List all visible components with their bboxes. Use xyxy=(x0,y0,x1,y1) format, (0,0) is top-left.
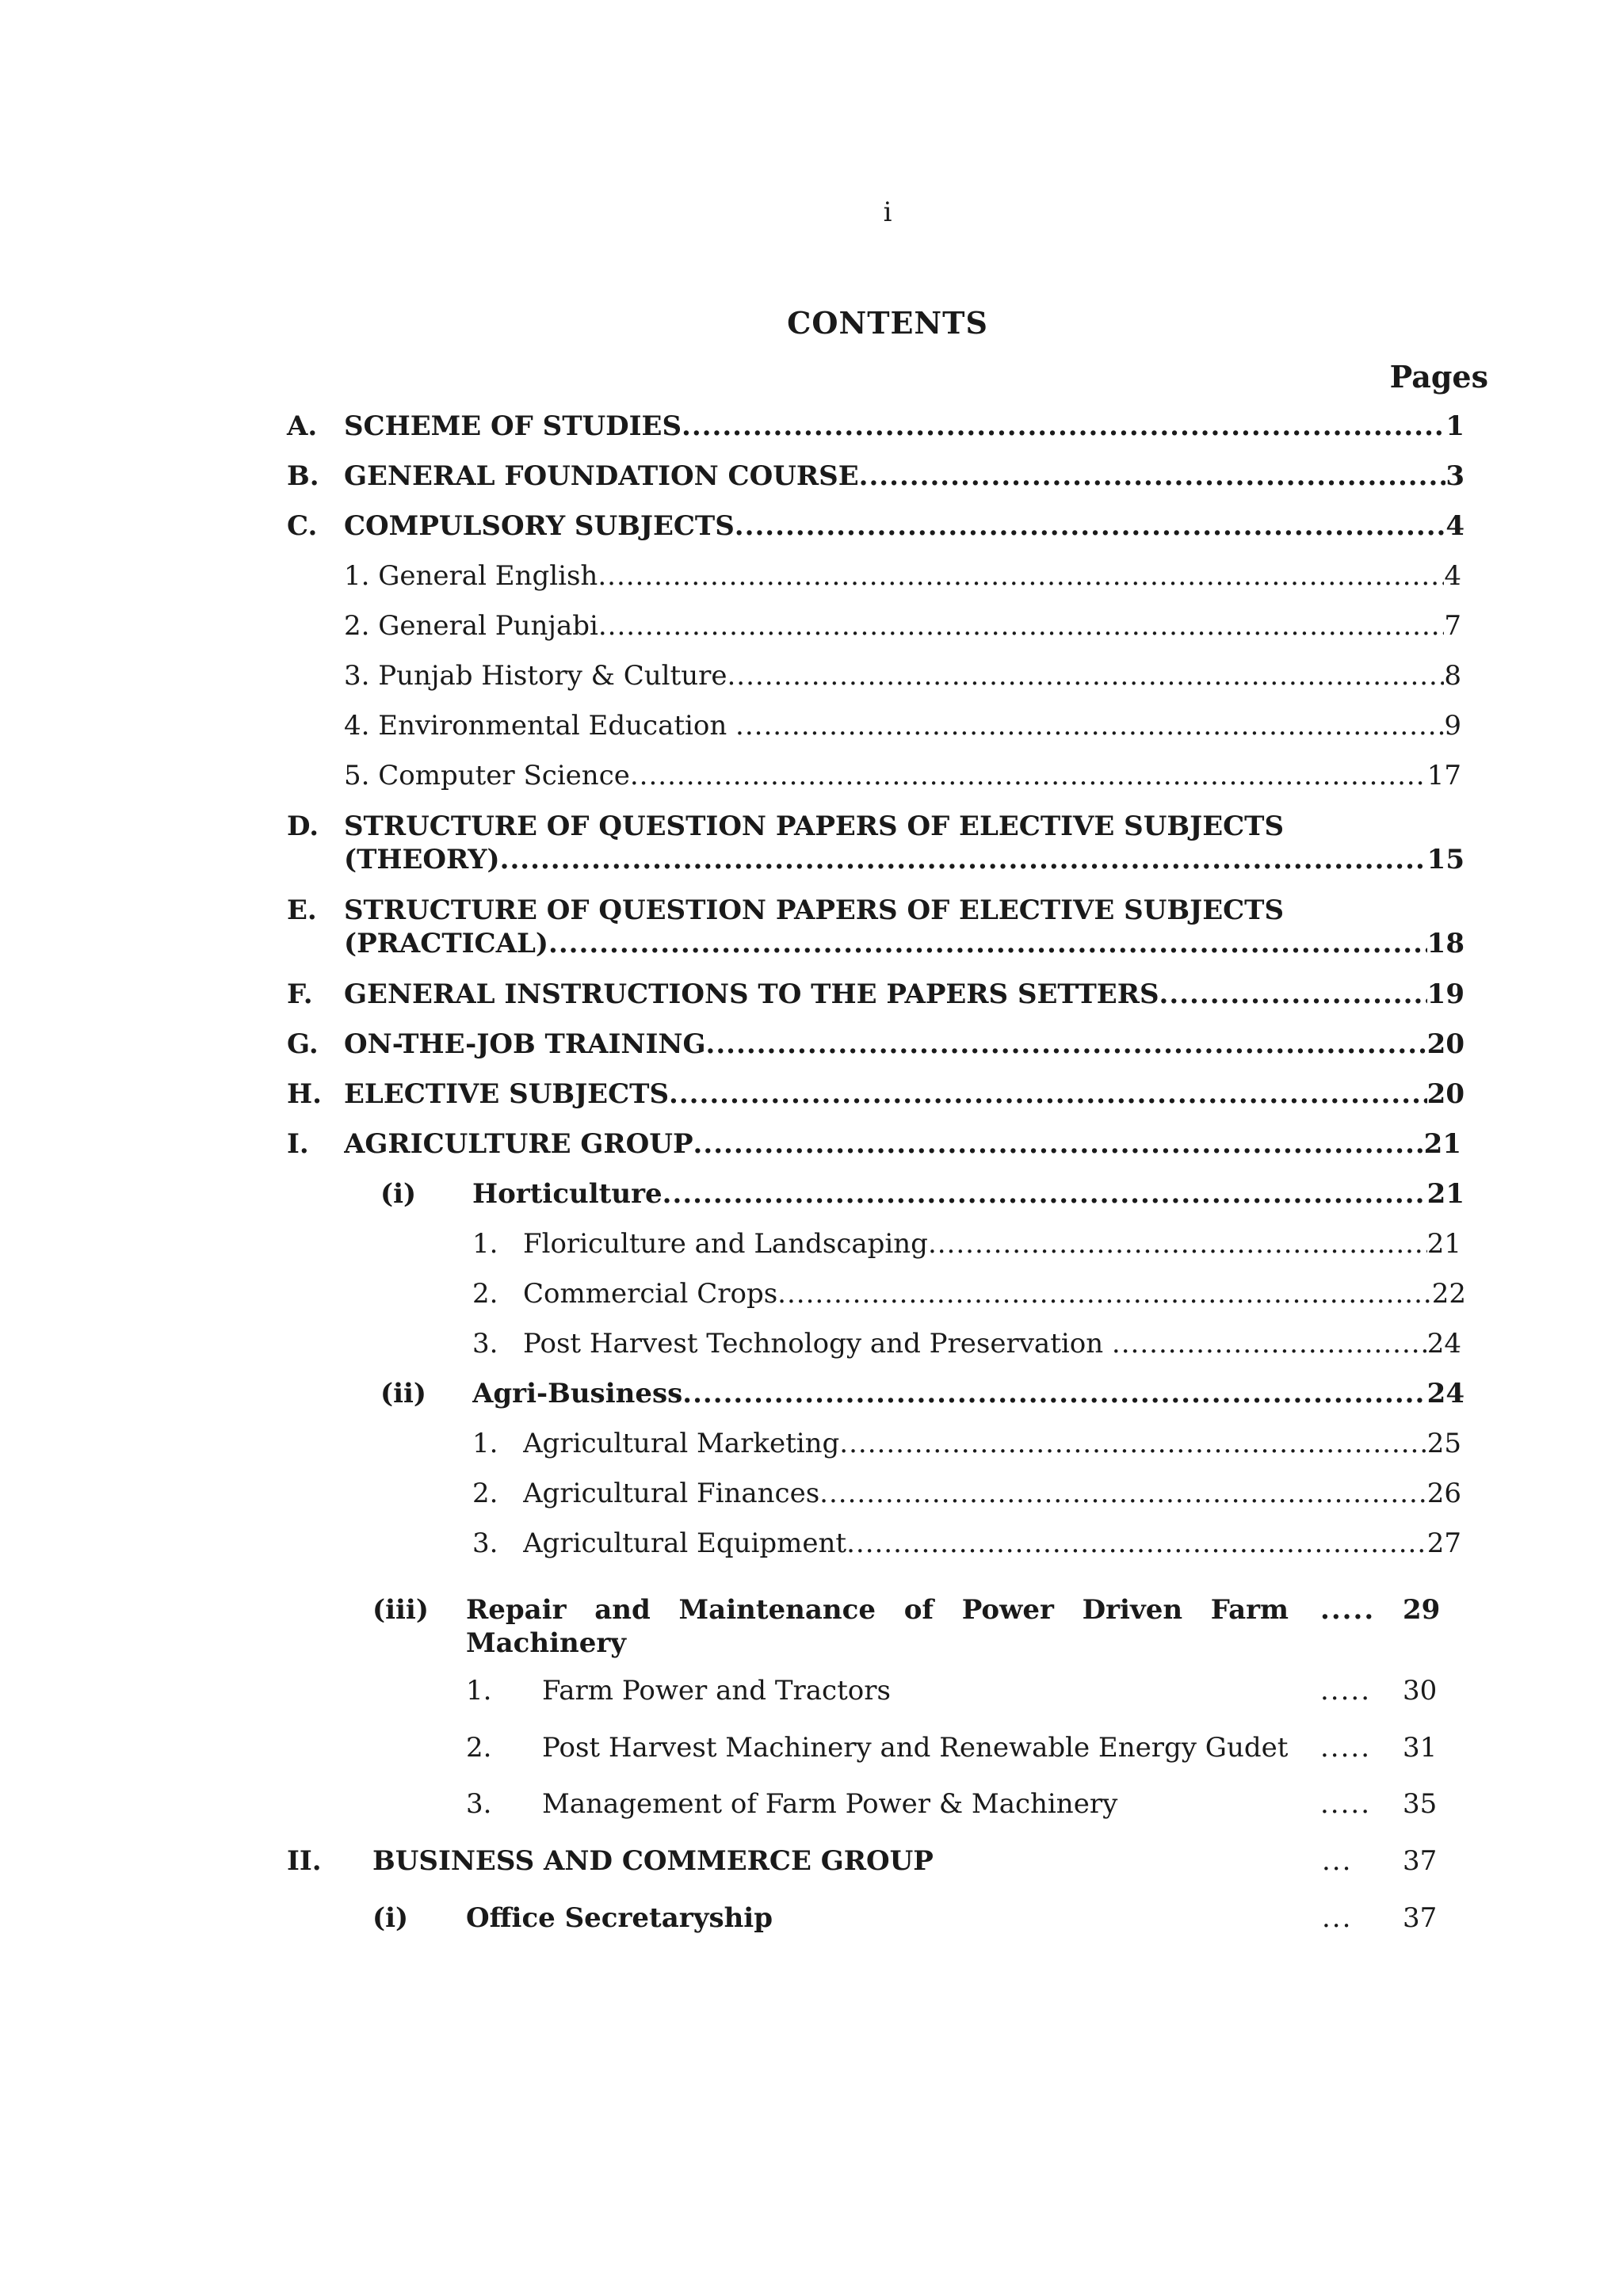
page-title: CONTENTS xyxy=(787,305,988,341)
toc-entry-page: 1 xyxy=(1445,410,1465,442)
toc-entry-page: 4 xyxy=(1445,510,1465,542)
pages-column-header: Pages xyxy=(1389,359,1488,395)
toc-entry-title: GENERAL FOUNDATION COURSE xyxy=(344,460,859,492)
toc-entry-title: SCHEME OF STUDIES xyxy=(344,410,682,442)
page-number: i xyxy=(883,196,892,228)
toc-entry-page: 3 xyxy=(1445,460,1465,492)
toc-entry-title: COMPULSORY SUBJECTS xyxy=(344,510,735,542)
